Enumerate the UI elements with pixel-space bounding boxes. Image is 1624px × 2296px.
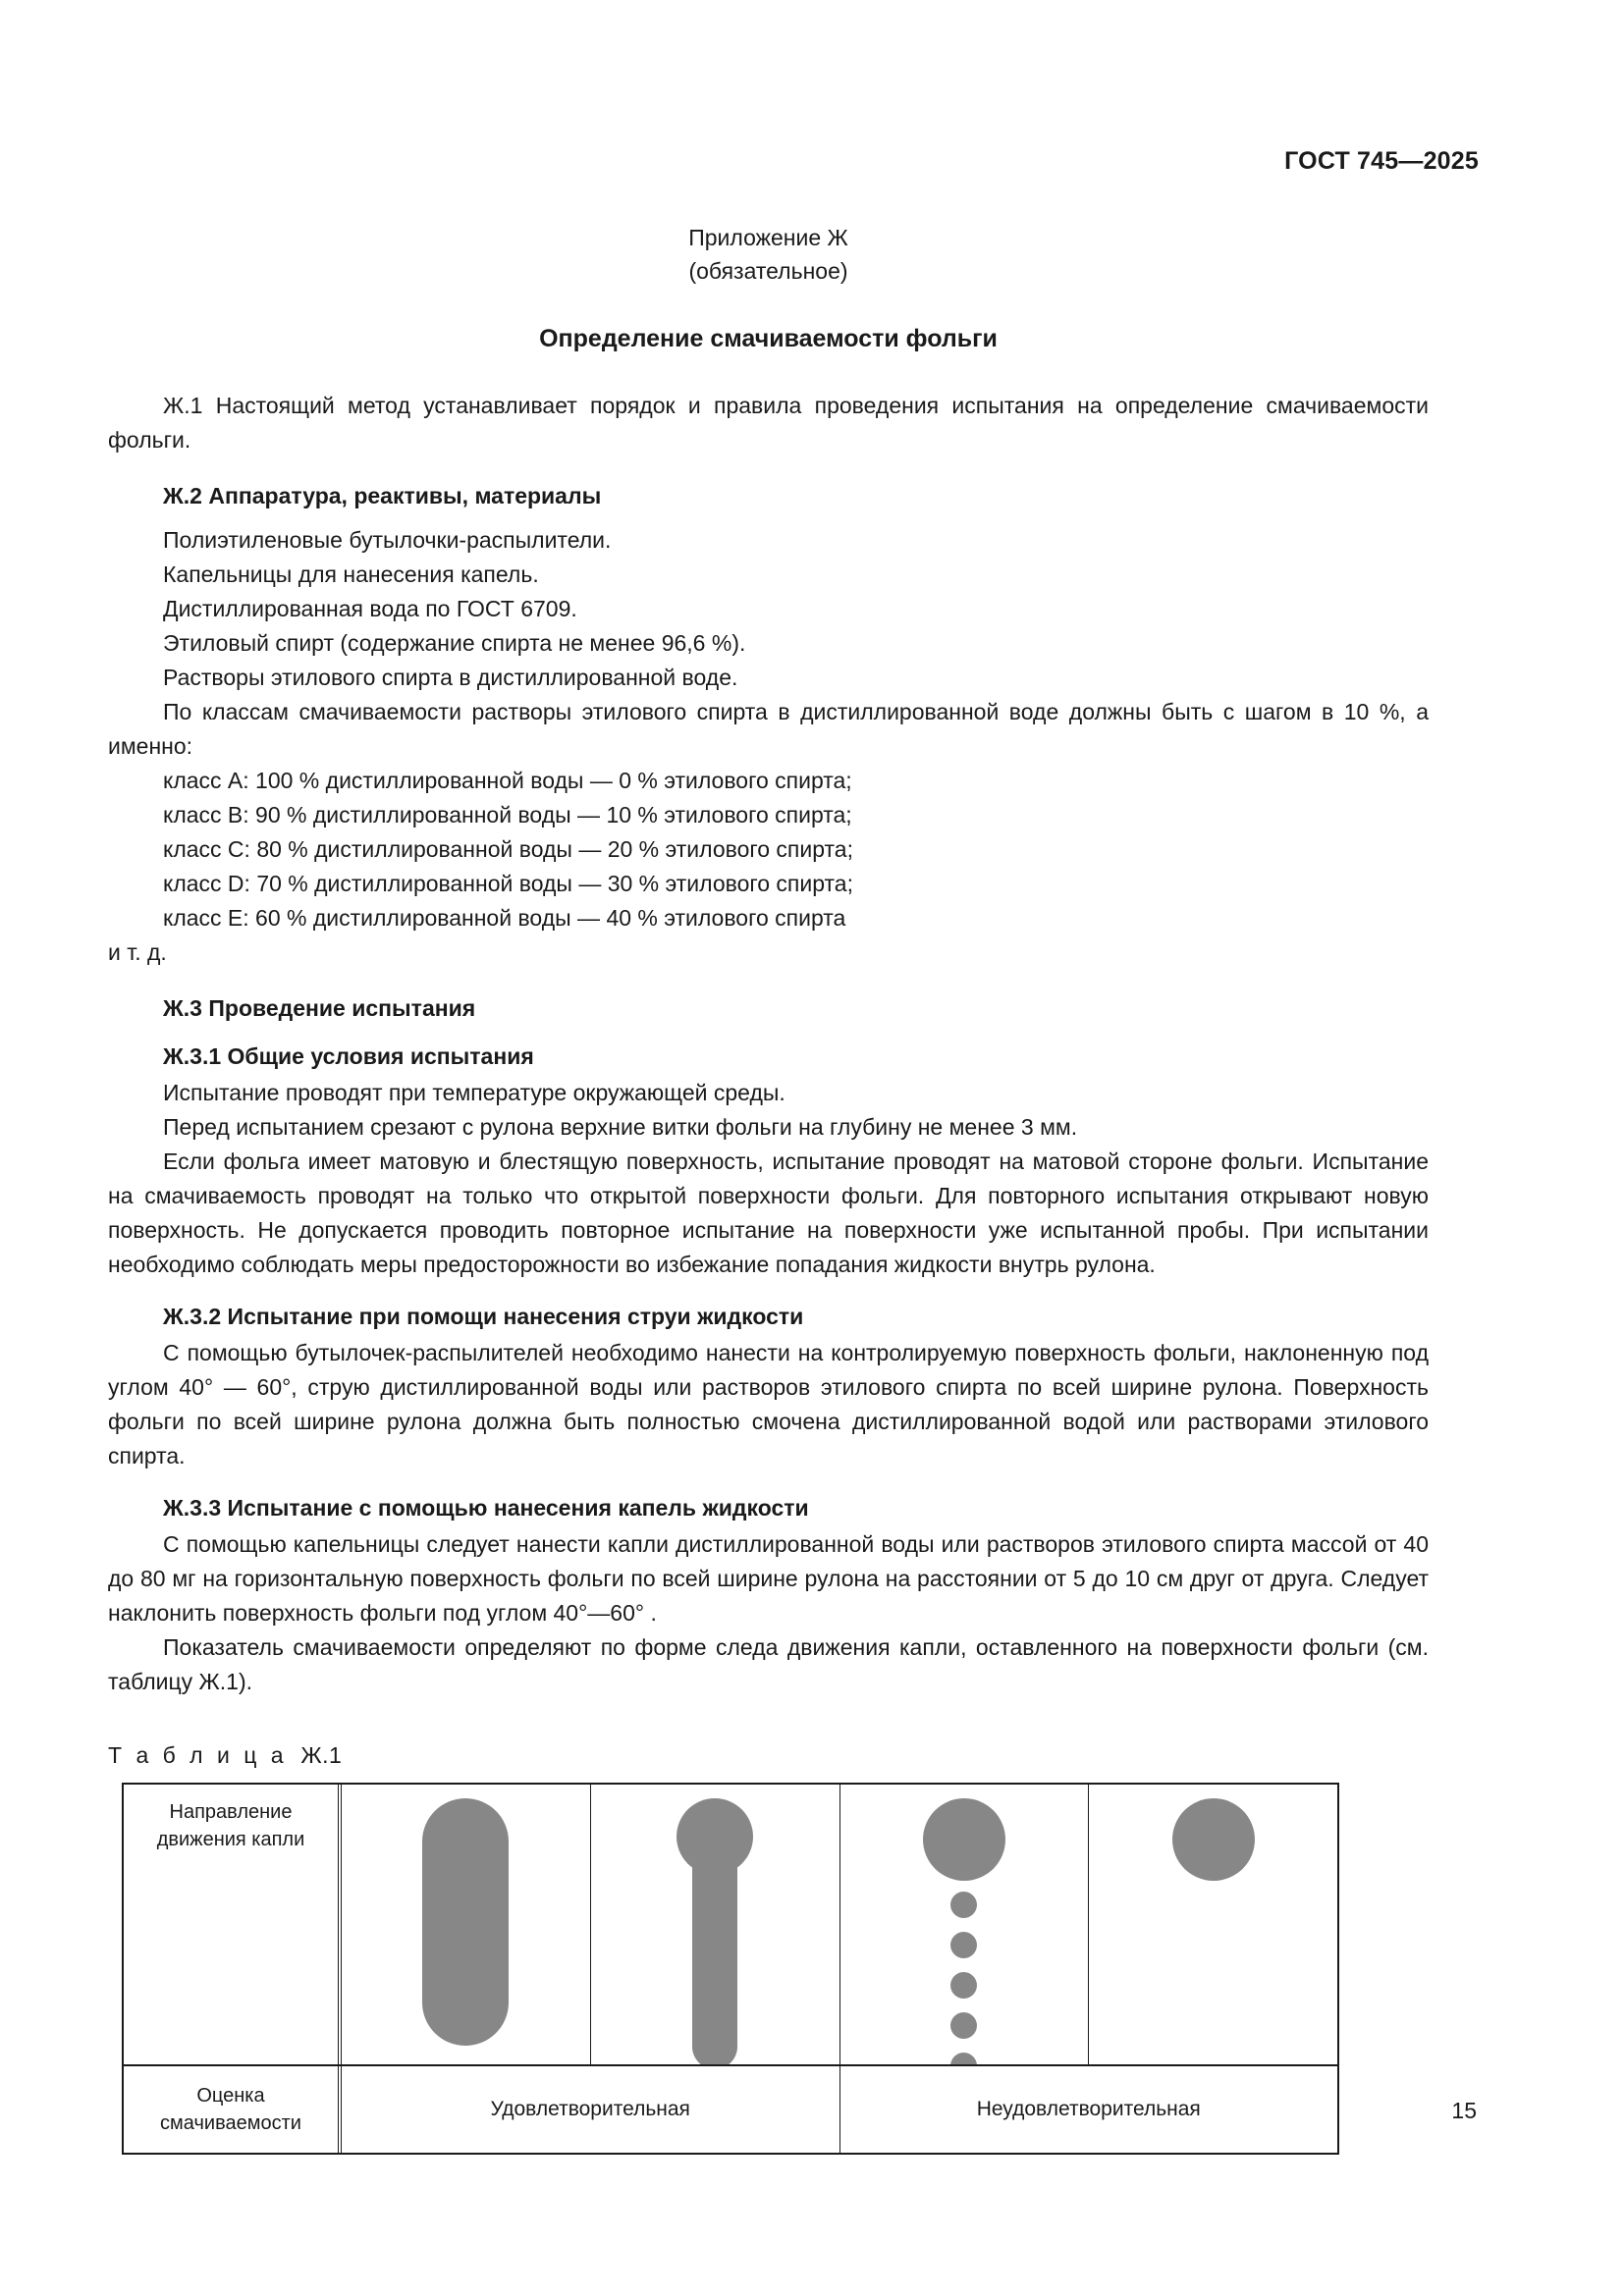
paragraph-j31-main: Если фольга имеет матовую и блестящую поверхность, испытание проводят на матовой стороне фольги. Испытание на смачиваемость проводят на только что открытой поверхности фольги. Для повторного испытания открывают новую поверхность. Не допускается проводить повторное испытание на поверхности уже испытанной пробы. При испытании необходимо соблюдать меры предосторожности во избежание попадания жидкости внутрь рулона.	[108, 1148, 1429, 1277]
blob-with-trailing-drops-shape-icon	[923, 1785, 1005, 2064]
paragraph-j31-line1: Испытание проводят при температуре окружающей среды.	[163, 1080, 785, 1105]
spacer	[923, 1881, 1005, 1892]
annex-subtitle: (обязательное)	[688, 258, 848, 284]
running-header-standard-ref: ГОСТ 745—2025	[1284, 147, 1479, 175]
row-header-line1: Направление	[169, 1801, 293, 1823]
heading-j32: Ж.3.2 Испытание при помощи нанесения струи жидкости	[163, 1304, 804, 1329]
paragraph-etc: и т. д.	[108, 939, 167, 965]
table-row-shapes	[124, 1785, 1337, 2064]
page-content	[108, 221, 1429, 2155]
table-row-evaluation	[124, 2064, 1337, 2153]
trailing-drop-5	[950, 2053, 977, 2064]
drop-trace-cell-1	[342, 1785, 591, 2064]
page-number: 15	[1451, 2098, 1477, 2123]
class-item-a: класс A: 100 % дистиллированной воды — 0 % этилового спирта;	[163, 768, 852, 793]
paragraph-j32-main: С помощью бутылочек-распылителей необходимо нанести на контролируемую поверхность фольги, наклоненную под углом 40° — 60°, струю дистиллированной воды или растворов этилового спирта по всей ширине рулона. Поверхность фольги по всей ширине рулона должна быть полностью смочена дистиллированной водой или растворами этилового спирта.	[108, 1340, 1429, 1468]
eval-header-line1: Оценка	[196, 2085, 265, 2107]
material-item-4: Этиловый спирт (содержание спирта не менее 96,6 %).	[163, 630, 746, 656]
blob-head	[923, 1798, 1005, 1881]
material-item-5: Растворы этилового спирта в дистиллированной воде.	[163, 665, 738, 690]
eval-header-line2: смачиваемости	[160, 2112, 301, 2134]
paragraph-classes-intro: По классам смачиваемости растворы этилового спирта в дистиллированной воде должны быть с шагом в 10 %, а именно:	[108, 699, 1429, 759]
heading-j31: Ж.3.1 Общие условия испытания	[163, 1043, 534, 1069]
spacer	[923, 1958, 1005, 1972]
heading-j2: Ж.2 Аппаратура, реактивы, материалы	[163, 483, 602, 508]
material-item-2: Капельницы для нанесения капель.	[163, 561, 539, 587]
paragraph-j33-result: Показатель смачиваемости определяют по форме следа движения капли, оставленного на поверхности фольги (см. таблицу Ж.1).	[108, 1634, 1429, 1694]
row-header-wettability-rating	[124, 2066, 342, 2153]
paragraph-j33-main: С помощью капельницы следует нанести капли дистиллированной воды или растворов этилового спирта массой от 40 до 80 мг на горизонтальную поверхность фольги по всей ширине рулона на расстоянии от 5 до 10 см друг от друга. Следует наклонить поверхность фольги под углом 40°—60° .	[108, 1531, 1429, 1626]
verdict-unsatisfactory: Неудовлетворительная	[976, 2098, 1201, 2120]
class-item-b: класс B: 90 % дистиллированной воды — 10 % этилового спирта;	[163, 802, 852, 828]
table-caption-word: Т а б л и ц а	[108, 1742, 288, 1768]
blob-head	[1172, 1798, 1255, 1881]
spacer	[923, 1999, 1005, 2012]
paragraph-j31-line2: Перед испытанием срезают с рулона верхние витки фольги на глубину не менее 3 мм.	[163, 1114, 1078, 1140]
heading-j33: Ж.3.3 Испытание с помощью нанесения капель жидкости	[163, 1495, 809, 1521]
bulb-tail	[692, 1861, 737, 2064]
single-blob-shape-icon	[1172, 1785, 1255, 2064]
row-header-line2: движения капли	[156, 1829, 305, 1850]
heading-j3: Ж.3 Проведение испытания	[163, 995, 476, 1021]
verdict-satisfactory: Удовлетворительная	[342, 2066, 840, 2153]
trailing-drop-1	[950, 1892, 977, 1918]
material-item-3: Дистиллированная вода по ГОСТ 6709.	[163, 596, 577, 621]
trailing-drop-3	[950, 1972, 977, 1999]
wettability-table	[122, 1783, 1339, 2155]
spacer	[923, 2039, 1005, 2053]
spacer	[923, 1918, 1005, 1932]
capsule-body	[422, 1798, 509, 2046]
material-item-1: Полиэтиленовые бутылочки-распылители.	[163, 527, 612, 553]
class-item-d: класс D: 70 % дистиллированной воды — 30 % этилового спирта;	[163, 871, 853, 896]
table-caption-number: Ж.1	[300, 1742, 343, 1768]
trailing-drop-2	[950, 1932, 977, 1958]
class-item-c: класс C: 80 % дистиллированной воды — 20 % этилового спирта;	[163, 836, 853, 862]
drop-trace-cell-3	[840, 1785, 1090, 2064]
trailing-drop-4	[950, 2012, 977, 2039]
class-item-e: класс E: 60 % дистиллированной воды — 40 % этилового спирта	[163, 905, 846, 931]
bulb-with-tail-shape-icon	[677, 1785, 753, 2064]
table-caption	[108, 1742, 1429, 1769]
annex-title: Приложение Ж	[688, 225, 848, 250]
drop-trace-cell-4	[1089, 1785, 1337, 2064]
long-capsule-shape-icon	[422, 1785, 509, 2064]
row-header-direction-of-drop-motion	[124, 1785, 342, 2064]
annex-section-title: Определение смачиваемости фольги	[539, 325, 998, 352]
paragraph-j1: Ж.1 Настоящий метод устанавливает порядок и правила проведения испытания на определение смачиваемости фольги.	[108, 393, 1429, 453]
drop-trace-cell-2	[591, 1785, 840, 2064]
